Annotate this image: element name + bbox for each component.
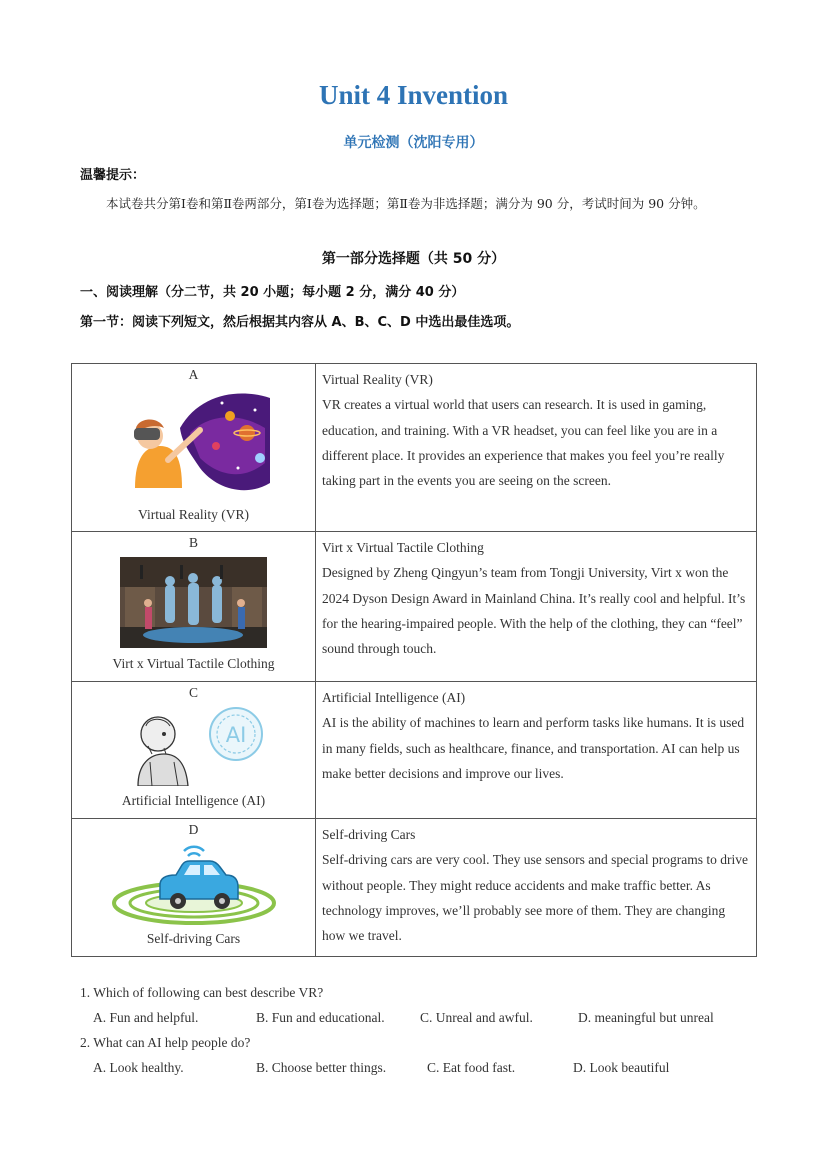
row-a-caption: Virtual Reality (VR) [138,507,249,522]
option-a[interactable]: A. Look healthy. [93,1060,184,1075]
row-a-text-cell [316,364,757,532]
row-c-body: AI is the ability of machines to learn and perform tasks like humans. It is used in many fields, such as healthcare, finance, and transportation. AI can help us make better decisions and improve our lives. [322,715,745,781]
question-stem: 2. What can AI help people do? [80,1035,251,1050]
page-subtitle: 单元检测（沈阳专用） [343,135,484,151]
option-a[interactable]: A. Fun and helpful. [93,1010,199,1025]
self-driving-car-illustration-icon [110,841,278,929]
intro-text: 本试卷共分第Ⅰ卷和第Ⅱ卷两部分，第Ⅰ卷为选择题；第Ⅱ卷为非选择题；满分为 90 分，考试时间为 90 分钟。 [106,196,706,211]
row-b-caption: Virt x Virtual Tactile Clothing [112,656,275,671]
row-c-image-cell [72,682,316,819]
option-d[interactable]: D. Look beautiful [573,1060,670,1075]
table-row [72,364,757,532]
row-letter: A [188,367,199,382]
row-c-heading: Artificial Intelligence (AI) [322,690,466,705]
option-b[interactable]: B. Choose better things. [256,1060,387,1075]
row-b-body: Designed by Zheng Qingyun’s team from Tongji University, Virt x won the 2024 Dyson Design Award in Mainland China. It’s really cool and helpful. It’s for the hearing-impaired people. With the help of the clothing, they can “feel” sound through touch. [322,565,746,657]
table-row [72,532,757,682]
reading-table [71,363,757,957]
row-b-image-cell [72,532,316,682]
clothing-store-photo-icon [120,557,267,648]
section-heading: 一、阅读理解（分二节，共 20 小题；每小题 2 分，满分 40 分） [80,285,465,300]
section-subheading: 第一节：阅读下列短文，然后根据其内容从 A、B、C、D 中选出最佳选项。 [80,315,520,330]
row-c-text-cell [316,682,757,819]
row-letter: B [188,535,198,550]
questions-list [80,980,760,1080]
question-options [80,1055,760,1080]
question-stem: 1. Which of following can best describe VR? [80,985,324,1000]
row-a-heading: Virtual Reality (VR) [322,372,433,387]
row-d-caption: Self-driving Cars [146,931,241,946]
row-b-text-cell [316,532,757,682]
row-c-caption: Artificial Intelligence (AI) [121,793,266,808]
row-d-text-cell [316,819,757,957]
ai-badge-text: AI [225,723,247,747]
vr-headset-illustration-icon [120,388,270,498]
question-options [80,1005,760,1030]
table-row [72,682,757,819]
row-d-heading: Self-driving Cars [322,827,416,842]
page-title: Unit 4 Invention [318,80,509,110]
row-letter: D [188,822,199,837]
option-c[interactable]: C. Unreal and awful. [420,1010,533,1025]
robot-ai-illustration-icon [134,706,264,786]
row-d-body: Self-driving cars are very cool. They use sensors and special programs to drive without people. They might reduce accidents and make traffic better. As technology improves, we’ll probably see more of them. They are changing how we travel. [322,852,748,944]
option-d[interactable]: D. meaningful but unreal [578,1010,714,1025]
row-b-heading: Virt x Virtual Tactile Clothing [322,540,484,555]
tip-label: 温馨提示： [80,168,146,183]
option-c[interactable]: C. Eat food fast. [427,1060,516,1075]
row-d-image-cell [72,819,316,957]
row-a-body: VR creates a virtual world that users can research. It is used in gaming, education, and training. With a VR headset, you can feel like you are in a different place. It provides an experience that makes you feel you’re really taking part in the events you are seeing on the screen. [322,397,725,489]
row-letter: C [188,685,198,700]
part-title: 第一部分选择题（共 50 分） [321,251,506,267]
table-row [72,819,757,957]
option-b[interactable]: B. Fun and educational. [256,1010,385,1025]
row-a-image-cell [72,364,316,532]
